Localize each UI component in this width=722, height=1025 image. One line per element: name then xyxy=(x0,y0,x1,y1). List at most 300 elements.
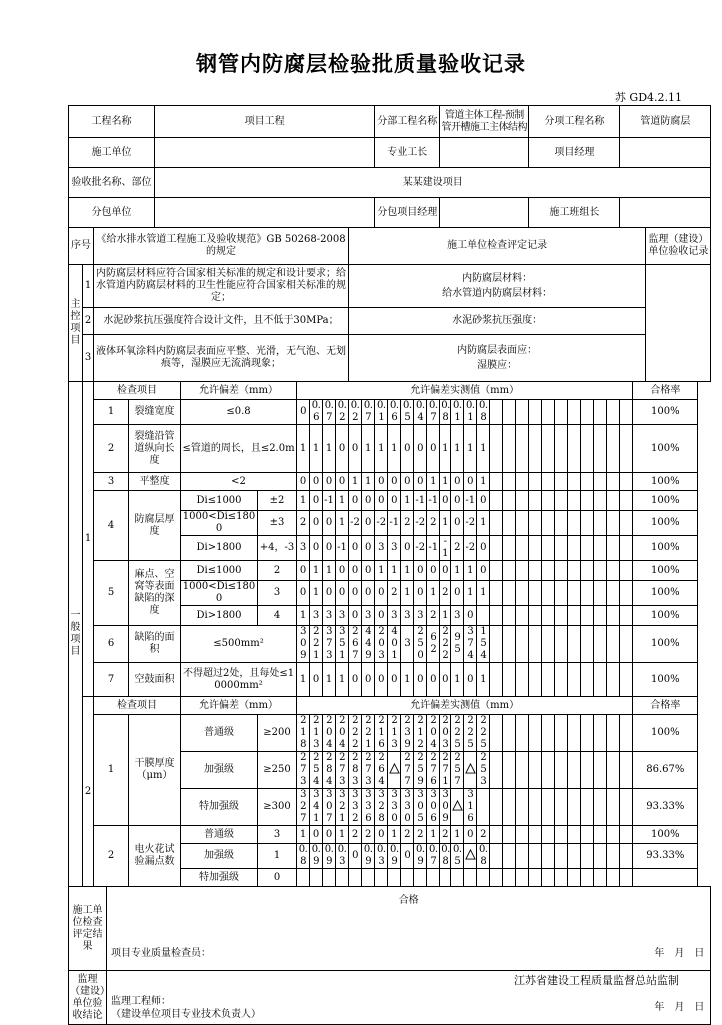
main-item-record xyxy=(349,265,646,308)
measured-value: 0.8 xyxy=(441,400,450,423)
measured-value: 1 xyxy=(297,826,310,844)
pass-rate-header: 合格率 xyxy=(633,382,698,400)
manager-value xyxy=(620,138,711,168)
measured-blank xyxy=(542,826,555,844)
measured-blank xyxy=(568,626,581,663)
measured-blank xyxy=(516,400,529,425)
measured-blank xyxy=(542,789,555,826)
measured-value: 203 xyxy=(375,626,388,663)
measured-blank xyxy=(568,473,581,491)
measured-blank xyxy=(503,715,516,752)
measured-blank xyxy=(516,473,529,491)
measured-value: 1 xyxy=(427,473,440,491)
measured-blank xyxy=(503,491,516,511)
measured-blank xyxy=(516,511,529,536)
measured-value: 3 xyxy=(375,536,388,561)
measured-value: 62 xyxy=(427,626,440,663)
measured-value: 374 xyxy=(464,626,477,663)
subitem-value: 管道防腐层 xyxy=(620,106,711,138)
measured-blank xyxy=(490,473,503,491)
measured-value: 449 xyxy=(362,626,375,663)
measured-blank xyxy=(620,511,633,536)
tolerance-value: ≤管道的周长，且≤2.0m xyxy=(181,425,297,473)
tolerance-value: 2 xyxy=(258,561,297,581)
measured-value: 2 xyxy=(401,826,414,844)
pass-rate: 100% xyxy=(633,511,698,536)
pass-rate: 93.33% xyxy=(633,789,698,826)
measured-blank xyxy=(490,715,503,752)
pass-rate: 100% xyxy=(633,581,698,606)
flag-triangle-cell xyxy=(388,752,401,789)
measured-value: 0 xyxy=(310,826,323,844)
measured-blank xyxy=(568,844,581,869)
measured-value: 0 xyxy=(323,511,336,536)
project-name-value: 项目工程 xyxy=(155,106,375,138)
team-leader-value xyxy=(620,198,711,228)
measured-value xyxy=(336,869,349,887)
measured-value: 0 xyxy=(414,663,427,697)
measured-blank xyxy=(620,752,633,789)
measured-value: 253 xyxy=(477,752,490,789)
result-date: 年 月 日 xyxy=(654,948,705,959)
measured-blank xyxy=(594,789,607,826)
team-leader-label: 施工班组长 xyxy=(529,198,620,228)
measured-value xyxy=(362,869,375,887)
tolerance-value: 不得超过2处，且每处≤10000mm² xyxy=(181,663,297,697)
division-value: 管道主体工程-预制管开槽施工主体结构 xyxy=(440,106,529,138)
measured-blank xyxy=(529,561,542,581)
measured-value: 1 xyxy=(427,581,440,606)
measured-value: 1 xyxy=(388,425,401,473)
measured-value: 0 xyxy=(401,473,414,491)
measured-blank xyxy=(555,826,568,844)
measured-header: 允许偏差实测值（mm） xyxy=(297,697,633,715)
measured-blank xyxy=(607,844,620,869)
pass-rate: 100% xyxy=(633,473,698,491)
acceptance-date: 年 月 日 xyxy=(654,1002,705,1013)
measured-value: -1 xyxy=(427,491,440,511)
measured-blank xyxy=(516,789,529,826)
measured-value: 0.6 xyxy=(388,400,401,425)
measured-value: 0 xyxy=(323,473,336,491)
measured-blank xyxy=(620,844,633,869)
measured-value: 225 xyxy=(477,715,490,752)
acceptance-label: 监理（建设）单位验收结论 xyxy=(69,971,107,1025)
measured-blank xyxy=(594,844,607,869)
measured-value: 225 xyxy=(451,715,464,752)
measured-value: 373 xyxy=(323,626,336,663)
measured-blank xyxy=(620,869,633,887)
measured-value: 1 xyxy=(310,425,323,473)
measured-blank xyxy=(607,491,620,511)
measured-blank xyxy=(568,752,581,789)
measured-value: 0.8 xyxy=(297,844,310,869)
measured-value: 0 xyxy=(375,491,388,511)
result-content xyxy=(107,887,711,971)
measured-blank xyxy=(555,561,568,581)
result-label: 施工单位检查评定结果 xyxy=(69,887,107,971)
measured-value: 1 xyxy=(323,663,336,697)
record-line: 给水管道内防腐层材料： xyxy=(442,287,553,299)
measured-value xyxy=(477,789,490,826)
measured-blank xyxy=(542,752,555,789)
measured-blank xyxy=(516,663,529,697)
main-item-text: 液体环氧涂料内防腐层表面应平整、光滑，无气泡、无划痕等，湿膜应无流淌现象； xyxy=(94,335,349,382)
measured-blank xyxy=(490,511,503,536)
measured-blank xyxy=(503,826,516,844)
measured-blank xyxy=(503,536,516,561)
grade-label: 加强级 xyxy=(181,844,258,869)
measured-blank xyxy=(581,491,594,511)
measured-value: 1 xyxy=(336,511,349,536)
measured-blank xyxy=(581,511,594,536)
measured-value: 0.7 xyxy=(427,400,440,425)
tolerance-value: ±3 xyxy=(258,511,297,536)
measured-value: 0 xyxy=(414,581,427,606)
measured-value: 0 xyxy=(297,400,310,425)
main-item-no: 2 xyxy=(83,308,94,335)
measured-value xyxy=(414,869,427,887)
measured-value: 3 xyxy=(362,606,375,626)
measured-value: 0 xyxy=(323,581,336,606)
measured-blank xyxy=(503,626,516,663)
group2-no: 2 xyxy=(83,697,94,887)
measured-value: 0.9 xyxy=(310,844,323,869)
measured-value: 221 xyxy=(362,715,375,752)
measured-value: 0 xyxy=(362,663,375,697)
measured-value: 0.7 xyxy=(362,400,375,425)
measured-value: 257 xyxy=(451,752,464,789)
measured-value: 0 xyxy=(375,663,388,697)
measured-value: 2 xyxy=(427,511,440,536)
measured-value: 3 xyxy=(401,626,414,663)
tolerance-value: 3 xyxy=(258,581,297,606)
measured-blank xyxy=(607,752,620,789)
tolerance-value: 4 xyxy=(258,606,297,626)
measured-value: 2 xyxy=(297,511,310,536)
measured-blank xyxy=(620,606,633,626)
measured-value: -2 xyxy=(349,511,362,536)
measured-value: 213 xyxy=(310,715,323,752)
measured-blank xyxy=(503,752,516,789)
measured-value: 306 xyxy=(427,789,440,826)
measured-value: 1 xyxy=(440,606,451,626)
measured-value: 336 xyxy=(362,789,375,826)
measured-value: 0 xyxy=(310,511,323,536)
measured-blank xyxy=(594,715,607,752)
measured-blank xyxy=(555,400,568,425)
measured-blank xyxy=(503,425,516,473)
measured-value: 154 xyxy=(477,626,490,663)
measured-value: 0.7 xyxy=(427,844,440,869)
main-item-no: 1 xyxy=(83,265,94,308)
measured-value: -1 xyxy=(323,491,336,511)
measured-blank xyxy=(594,473,607,491)
measured-value: 271 xyxy=(440,752,451,789)
measured-value xyxy=(451,869,464,887)
tolerance-value: <2 xyxy=(181,473,297,491)
measured-value: 1 xyxy=(375,425,388,473)
measured-blank xyxy=(529,663,542,697)
measured-blank xyxy=(568,491,581,511)
measured-value: 0.1 xyxy=(451,400,464,425)
measured-value: 0 xyxy=(464,606,477,626)
measured-blank xyxy=(555,581,568,606)
measured-value: 2 xyxy=(451,536,464,561)
measured-blank xyxy=(581,663,594,697)
measured-value: 1 xyxy=(297,425,310,473)
measured-value: 2 xyxy=(401,511,414,536)
measured-blank xyxy=(529,606,542,626)
measured-value: 273 xyxy=(336,752,349,789)
measured-value xyxy=(440,869,451,887)
measured-value: 3 xyxy=(401,606,414,626)
grade-label: 普通级 xyxy=(181,826,258,844)
measured-value: 0 xyxy=(362,561,375,581)
measured-value: 309 xyxy=(440,789,451,826)
measured-value: 0.8 xyxy=(441,844,450,867)
measured-value: -1 xyxy=(464,491,477,511)
measured-value: 264 xyxy=(375,752,388,789)
measured-value: 1 xyxy=(440,473,451,491)
measured-blank xyxy=(503,789,516,826)
measured-value: 330 xyxy=(401,789,414,826)
measured-value: 0 xyxy=(297,473,310,491)
batch-value: 某某建设项目 xyxy=(155,168,711,198)
supervision-header: 监理（建设）单位验收记录 xyxy=(646,228,711,265)
measured-blank xyxy=(490,581,503,606)
measured-blank xyxy=(490,826,503,844)
measured-value: 2 xyxy=(414,826,427,844)
measured-value: 1 xyxy=(451,826,464,844)
measured-blank xyxy=(568,606,581,626)
measured-value: 2 xyxy=(440,581,451,606)
measured-value: 0 xyxy=(349,561,362,581)
record-line: 水泥砂浆抗压强度： xyxy=(452,315,543,326)
measured-blank xyxy=(568,663,581,697)
measured-blank xyxy=(594,581,607,606)
pass-rate: 100% xyxy=(633,425,698,473)
measured-value: 218 xyxy=(297,715,310,752)
measured-blank xyxy=(542,536,555,561)
measured-blank xyxy=(568,536,581,561)
pass-rate xyxy=(633,869,698,887)
measured-value: 1 xyxy=(451,425,464,473)
measured-blank xyxy=(490,536,503,561)
measured-value: 222 xyxy=(349,715,362,752)
measured-blank xyxy=(516,425,529,473)
measured-value: 0.2 xyxy=(349,400,362,425)
measured-value: 1 xyxy=(401,561,414,581)
measured-blank xyxy=(568,511,581,536)
measured-value: 1 xyxy=(401,491,414,511)
main-item-record xyxy=(349,308,646,335)
range-label: Di>1800 xyxy=(181,536,258,561)
construction-unit-value xyxy=(155,138,375,168)
measured-value: 267 xyxy=(349,626,362,663)
subcontract-manager-value xyxy=(440,198,529,228)
tolerance-value: ≥250 xyxy=(258,752,297,789)
measured-blank xyxy=(516,869,529,887)
measured-value: 1 xyxy=(451,561,464,581)
measured-blank xyxy=(620,715,633,752)
measured-blank xyxy=(607,400,620,425)
measured-blank xyxy=(568,715,581,752)
measured-blank xyxy=(542,473,555,491)
measured-blank xyxy=(529,626,542,663)
measured-blank xyxy=(490,491,503,511)
check-item: 空鼓面积 xyxy=(129,663,181,697)
measured-blank xyxy=(529,473,542,491)
range-label: 1000<Di≤1800 xyxy=(181,581,258,606)
measured-blank xyxy=(555,491,568,511)
measured-blank xyxy=(490,626,503,663)
measured-value: 1 xyxy=(336,826,349,844)
measured-blank xyxy=(542,715,555,752)
check-item: 防腐层厚度 xyxy=(129,491,181,561)
measured-value: 0.6 xyxy=(310,400,323,425)
measured-value: 3 xyxy=(336,606,349,626)
record-line: 内防腐层材料： xyxy=(462,272,533,284)
measured-value: 321 xyxy=(336,789,349,826)
measured-blank xyxy=(555,626,568,663)
measured-blank xyxy=(516,606,529,626)
measured-blank xyxy=(581,581,594,606)
measured-value: 0 xyxy=(362,491,375,511)
measured-value: 0 xyxy=(375,581,388,606)
row-no: 7 xyxy=(94,663,129,697)
tolerance-value: ≤0.8 xyxy=(181,400,297,425)
check-item-header: 检查项目 xyxy=(94,697,181,715)
measured-value: 3 xyxy=(388,536,401,561)
record-header: 施工单位检查评定记录 xyxy=(349,228,646,265)
measured-blank xyxy=(529,752,542,789)
measured-blank xyxy=(542,869,555,887)
measured-value xyxy=(401,869,414,887)
measured-value xyxy=(375,869,388,887)
measured-blank xyxy=(568,789,581,826)
measured-blank xyxy=(516,581,529,606)
measured-value: 250 xyxy=(414,626,427,663)
measured-blank xyxy=(542,400,555,425)
inspection-form xyxy=(68,105,711,1025)
measured-value: 203 xyxy=(440,715,451,752)
row-no: 1 xyxy=(94,400,129,425)
foreman-label: 专业工长 xyxy=(375,138,440,168)
pass-rate: 100% xyxy=(633,536,698,561)
row-no: 2 xyxy=(94,425,129,473)
measured-blank xyxy=(555,663,568,697)
tolerance-value: ±2 xyxy=(258,491,297,511)
measured-value: 0 xyxy=(440,663,451,697)
measured-value: 0 xyxy=(349,581,362,606)
measured-value: 0 xyxy=(451,511,464,536)
measured-value: 2 xyxy=(388,581,401,606)
measured-value xyxy=(388,869,401,887)
measured-value xyxy=(477,869,490,887)
measured-blank xyxy=(555,869,568,887)
measured-blank xyxy=(529,715,542,752)
range-label: Di>1800 xyxy=(181,606,258,626)
measured-value: 0 xyxy=(464,663,477,697)
measured-blank xyxy=(490,606,503,626)
measured-value: 0 xyxy=(440,561,451,581)
measured-value: 1 xyxy=(477,581,490,606)
measured-blank xyxy=(594,606,607,626)
measured-value: 1 xyxy=(401,663,414,697)
measured-value: 1 xyxy=(323,561,336,581)
measured-blank xyxy=(620,581,633,606)
measured-value: 1 xyxy=(297,491,310,511)
measured-value: 1 xyxy=(310,561,323,581)
tolerance-value: ≥300 xyxy=(258,789,297,826)
measured-blank xyxy=(490,425,503,473)
measured-blank xyxy=(555,789,568,826)
check-item: 平整度 xyxy=(129,473,181,491)
measured-blank xyxy=(581,844,594,869)
measured-value: 0 xyxy=(336,581,349,606)
measured-blank xyxy=(594,400,607,425)
measured-blank xyxy=(607,663,620,697)
measured-value: 3 xyxy=(297,536,310,561)
measured-value: 0.9 xyxy=(388,844,401,869)
measured-value: 204 xyxy=(323,715,336,752)
measured-value: 0 xyxy=(477,561,490,581)
measured-value: 0 xyxy=(349,536,362,561)
measured-value xyxy=(297,869,310,887)
division-label: 分部工程名称 xyxy=(375,106,440,138)
measured-value: 273 xyxy=(362,752,375,789)
measured-blank xyxy=(542,511,555,536)
measured-value: 0 xyxy=(349,663,362,697)
measured-value: 221 xyxy=(310,626,323,663)
pass-rate: 100% xyxy=(633,715,698,752)
pass-rate: 100% xyxy=(633,400,698,425)
measured-blank xyxy=(607,789,620,826)
measured-blank xyxy=(503,663,516,697)
measured-blank xyxy=(581,869,594,887)
measured-value: 0 xyxy=(375,826,388,844)
measured-blank xyxy=(568,869,581,887)
measured-value: 328 xyxy=(375,789,388,826)
measured-value: 1 xyxy=(464,425,477,473)
measured-value: 1 xyxy=(477,425,490,473)
measured-value: 0 xyxy=(310,491,323,511)
measured-value: 1 xyxy=(336,663,349,697)
main-item-no: 3 xyxy=(83,335,94,382)
measured-blank xyxy=(529,844,542,869)
measured-value: 2 xyxy=(427,606,440,626)
measured-value: 0 xyxy=(464,473,477,491)
measured-value: 0.9 xyxy=(362,844,375,869)
flag-triangle-cell xyxy=(464,844,477,869)
measured-blank xyxy=(620,491,633,511)
construction-unit-label: 施工单位 xyxy=(69,138,155,168)
measured-value: 1 xyxy=(477,511,490,536)
measured-value: 0 xyxy=(427,425,440,473)
measured-blank xyxy=(529,536,542,561)
measured-blank xyxy=(555,473,568,491)
measured-blank xyxy=(542,491,555,511)
measured-value: 0 xyxy=(464,826,477,844)
measured-blank xyxy=(555,425,568,473)
measured-value: 0 xyxy=(297,581,310,606)
measured-value: 1 xyxy=(362,425,375,473)
measured-blank xyxy=(568,400,581,425)
measured-blank xyxy=(516,536,529,561)
measured-blank xyxy=(594,626,607,663)
tolerance-value: 1 xyxy=(258,844,297,869)
